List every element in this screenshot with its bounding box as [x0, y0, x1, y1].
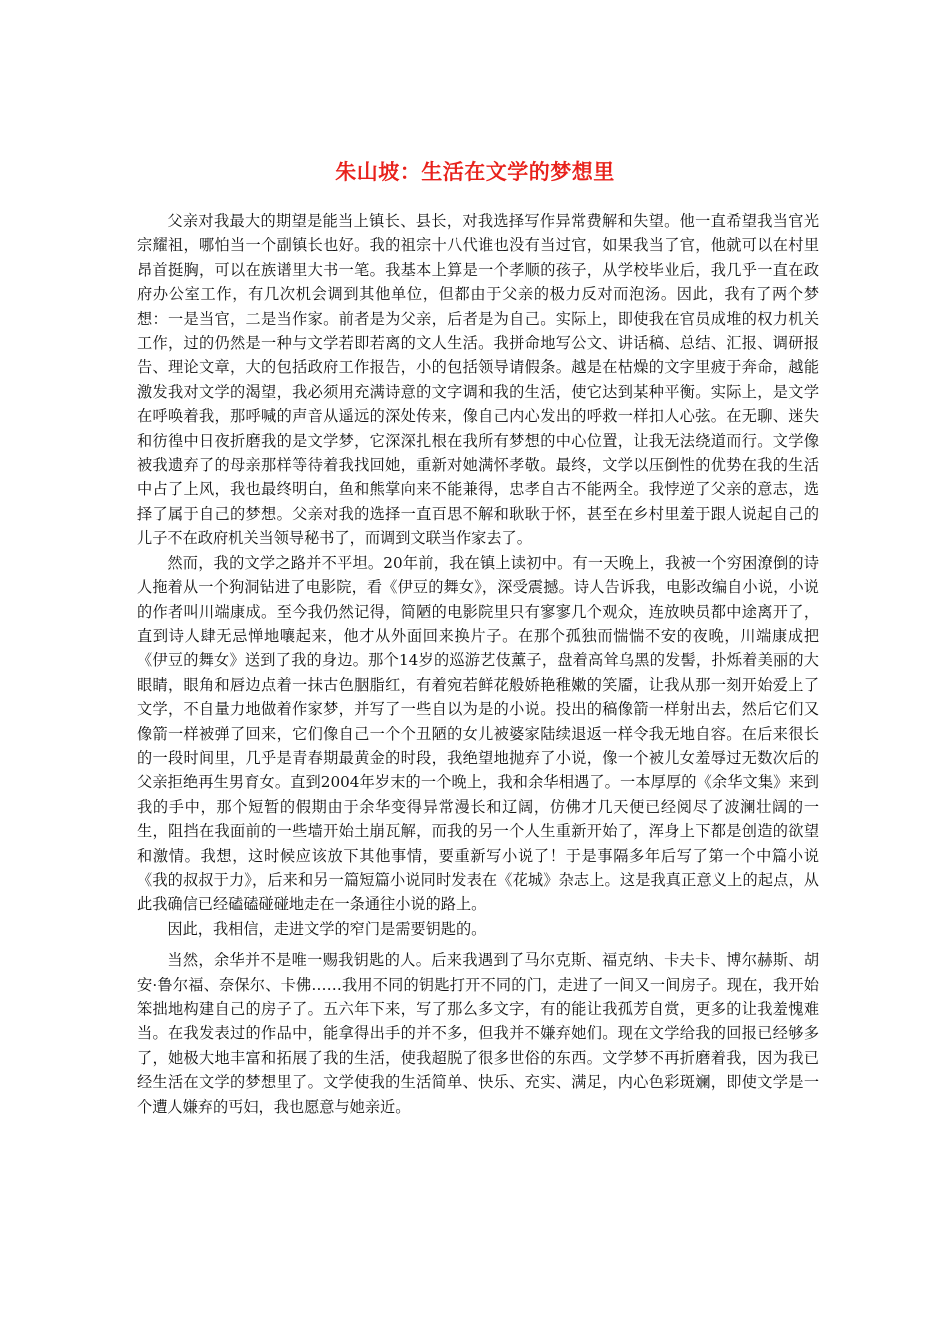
document-title: 朱山坡：生活在文学的梦想里 — [335, 160, 615, 184]
document-body — [137, 209, 819, 1119]
paragraph-2: 然而，我的文学之路并不平坦。20年前，我在镇上读初中。有一天晚上，我被一个穷困潦倒的诗人拖着从一个狗洞钻进了电影院，看《伊豆的舞女》，深受震撼。诗人告诉我，电影改编自小说，小说的作者叫川端康成。至今我仍然记得，简陋的电影院里只有寥寥几个观众，连放映员都中途离开了，直到诗人肆无忌惮地嚷起来，他才从外面回来换片子。在那个孤独而惴惴不安的夜晚，川端康成把《伊豆的舞女》送到了我的身边。那个14岁的巡游艺伎薰子，盘着高耸乌黑的发髻，扑烁着美丽的大眼睛，眼角和唇边点着一抹古色胭脂红，有着宛若鲜花般娇艳稚嫩的笑靥，让我从那一刻开始爱上了文学，不自量力地做着作家梦，并写了一些自以为是的小说。投出的稿像箭一样射出去，然后它们又像箭一样被弹了回来，它们像自己一个个丑陋的女儿被婆家陆续退返一样令我无地自容。在后来很长的一段时间里，几乎是青春期最黄金的时段，我绝望地抛弃了小说，像一个被儿女羞辱过无数次后的父亲拒绝再生男育女。直到2004年岁末的一个晚上，我和余华相遇了。一本厚厚的《余华文集》来到我的手中，那个短暂的假期由于余华变得异常漫长和辽阔，仿佛才几天便已经阅尽了波澜壮阔的一生，阻挡在我面前的一些墙开始土崩瓦解，而我的另一个人生重新开始了，浑身上下都是创造的欲望和激情。我想，这时候应该放下其他事情，要重新写小说了！于是事隔多年后写了第一个中篇小说《我的叔叔于力》，后来和另一篇短篇小说同时发表在《花城》杂志上。这是我真正意义上的起点，从此我确信已经磕磕碰碰地走在一条通往小说的路上。 — [137, 553, 819, 914]
paragraph-4: 当然，余华并不是唯一赐我钥匙的人。后来我遇到了马尔克斯、福克纳、卡夫卡、博尔赫斯、胡安·鲁尔福、奈保尔、卡佛……我用不同的钥匙打开不同的门，走进了一间又一间房子。现在，我开始笨拙地构建自己的房子了。五六年下来，写了那么多文字，有的能让我孤芳自赏，更多的让我羞愧难当。在我发表过的作品中，能拿得出手的并不多，但我并不嫌弃她们。现在文学给我的回报已经够多了，她极大地丰富和拓展了我的生活，使我超脱了很多世俗的东西。文学梦不再折磨着我，因为我已经生活在文学的梦想里了。文学使我的生活简单、快乐、充实、满足，内心色彩斑斓，即使文学是一个遭人嫌弃的丐妇，我也愿意与她亲近。 — [137, 951, 819, 1116]
paragraph-3: 因此，我相信，走进文学的窄门是需要钥匙的。 — [167, 919, 487, 938]
paragraph-1: 父亲对我最大的期望是能当上镇长、县长，对我选择写作异常费解和失望。他一直希望我当官光宗耀祖，哪怕当一个副镇长也好。我的祖宗十八代谁也没有当过官，如果我当了官，他就可以在村里昂首挺胸，可以在族谱里大书一笔。我基本上算是一个孝顺的孩子，从学校毕业后，我几乎一直在政府办公室工作，有几次机会调到其他单位，但都由于父亲的极力反对而泡汤。因此，我有了两个梦想：一是当官，二是当作家。前者是为父亲，后者是为自己。实际上，即使我在官员成堆的权力机关工作，过的仍然是一种与文学若即若离的文人生活。我拼命地写公文、讲话稿、总结、汇报、调研报告、理论文章，大的包括政府工作报告，小的包括领导请假条。越是在枯燥的文字里疲于奔命，越能激发我对文学的渴望，我必须用充满诗意的文字调和我的生活，使它达到某种平衡。实际上，是文学在呼唤着我，那呼喊的声音从遥远的深处传来，像自己内心发出的呼救一样扣人心弦。在无聊、迷失和彷徨中日夜折磨我的是文学梦，它深深扎根在我所有梦想的中心位置，让我无法绕道而行。文学像被我遗弃了的母亲那样等待着我找回她，重新对她满怀孝敬。最终，文学以压倒性的优势在我的生活中占了上风，我也最终明白，鱼和熊掌向来不能兼得，忠孝自古不能两全。我悖逆了父亲的意志，选择了属于自己的梦想。父亲对我的选择一直百思不解和耿耿于怀，甚至在乡村里羞于跟人说起自己的儿子不在政府机关当领导秘书了，而调到文联当作家去了。 — [137, 212, 819, 548]
